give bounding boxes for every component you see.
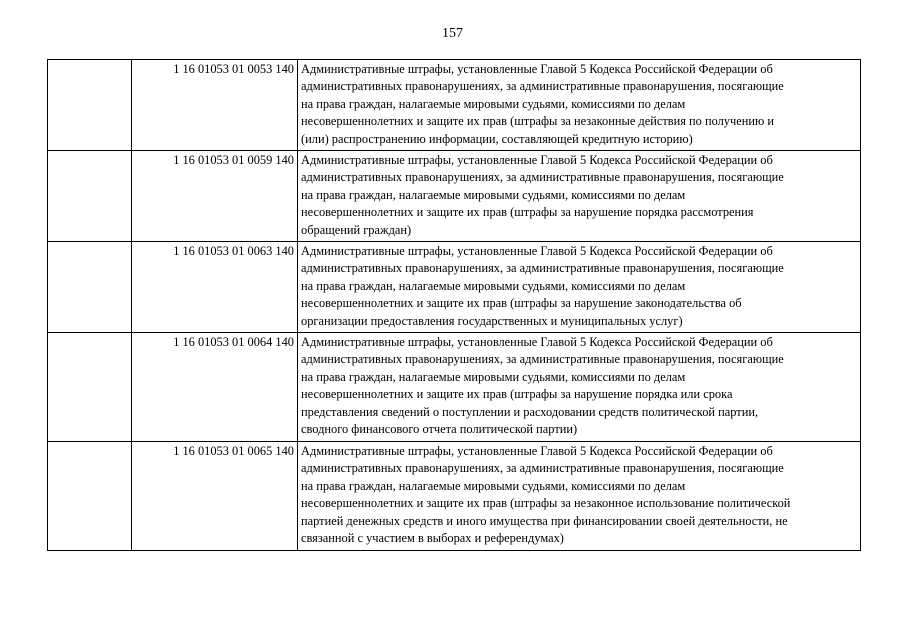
description-line: несовершеннолетних и защите их прав (штрафы за нарушение порядка или срока bbox=[301, 387, 733, 402]
description-cell bbox=[298, 242, 861, 333]
description-line: Административные штрафы, установленные Главой 5 Кодекса Российской Федерации об bbox=[301, 335, 773, 349]
description-line: несовершеннолетних и защите их прав (штрафы за нарушение порядка рассмотрения bbox=[301, 205, 754, 220]
table-row bbox=[48, 442, 861, 551]
description-line: представления сведений о поступлении и расходовании средств политической партии, bbox=[301, 404, 759, 419]
description-line: административных правонарушениях, за административные правонарушения, посягающие bbox=[301, 79, 784, 94]
description-line: на права граждан, налагаемые мировыми судьями, комиссиями по делам bbox=[301, 187, 686, 202]
code-cell: 1 16 01053 01 0053 140 bbox=[132, 60, 298, 151]
table-row bbox=[48, 333, 861, 442]
description-line: несовершеннолетних и защите их прав (штрафы за незаконные действия по получению и bbox=[301, 114, 774, 129]
description-line: административных правонарушениях, за административные правонарушения, посягающие bbox=[301, 261, 784, 276]
description-cell bbox=[298, 442, 861, 551]
empty-cell bbox=[48, 60, 132, 151]
revenue-codes-table bbox=[47, 59, 861, 551]
description-line: обращений граждан) bbox=[301, 222, 412, 237]
description-line: на права граждан, налагаемые мировыми судьями, комиссиями по делам bbox=[301, 96, 686, 111]
description-line: связанной с участием в выборах и референдумах) bbox=[301, 531, 564, 546]
description-line: несовершеннолетних и защите их прав (штрафы за незаконное использование политической bbox=[301, 496, 791, 511]
description-line: на права граждан, налагаемые мировыми судьями, комиссиями по делам bbox=[301, 369, 686, 384]
empty-cell bbox=[48, 151, 132, 242]
description-line: организации предоставления государственных и муниципальных услуг) bbox=[301, 313, 683, 328]
table-row bbox=[48, 151, 861, 242]
description-line: Административные штрафы, установленные Главой 5 Кодекса Российской Федерации об bbox=[301, 62, 773, 76]
page-number: 157 bbox=[442, 26, 463, 41]
description-line: Административные штрафы, установленные Главой 5 Кодекса Российской Федерации об bbox=[301, 153, 773, 167]
description-line: несовершеннолетних и защите их прав (штрафы за нарушение законодательства об bbox=[301, 296, 742, 311]
empty-cell bbox=[48, 442, 132, 551]
description-line: Административные штрафы, установленные Главой 5 Кодекса Российской Федерации об bbox=[301, 244, 773, 258]
table-row bbox=[48, 242, 861, 333]
description-cell bbox=[298, 60, 861, 151]
description-cell bbox=[298, 333, 861, 442]
description-line: на права граждан, налагаемые мировыми судьями, комиссиями по делам bbox=[301, 278, 686, 293]
description-line: административных правонарушениях, за административные правонарушения, посягающие bbox=[301, 352, 784, 367]
code-cell: 1 16 01053 01 0064 140 bbox=[132, 333, 298, 442]
description-line: партией денежных средств и иного имущества при финансировании своей деятельности, не bbox=[301, 513, 788, 528]
description-line: сводного финансового отчета политической партии) bbox=[301, 422, 578, 437]
description-line: административных правонарушениях, за административные правонарушения, посягающие bbox=[301, 170, 784, 185]
description-line: административных правонарушениях, за административные правонарушения, посягающие bbox=[301, 461, 784, 476]
code-cell: 1 16 01053 01 0063 140 bbox=[132, 242, 298, 333]
empty-cell bbox=[48, 333, 132, 442]
table-row bbox=[48, 60, 861, 151]
code-cell: 1 16 01053 01 0065 140 bbox=[132, 442, 298, 551]
description-line: Административные штрафы, установленные Главой 5 Кодекса Российской Федерации об bbox=[301, 444, 773, 458]
description-line: на права граждан, налагаемые мировыми судьями, комиссиями по делам bbox=[301, 478, 686, 493]
empty-cell bbox=[48, 242, 132, 333]
description-cell bbox=[298, 151, 861, 242]
description-line: (или) распространению информации, составляющей кредитную историю) bbox=[301, 131, 693, 146]
code-cell: 1 16 01053 01 0059 140 bbox=[132, 151, 298, 242]
